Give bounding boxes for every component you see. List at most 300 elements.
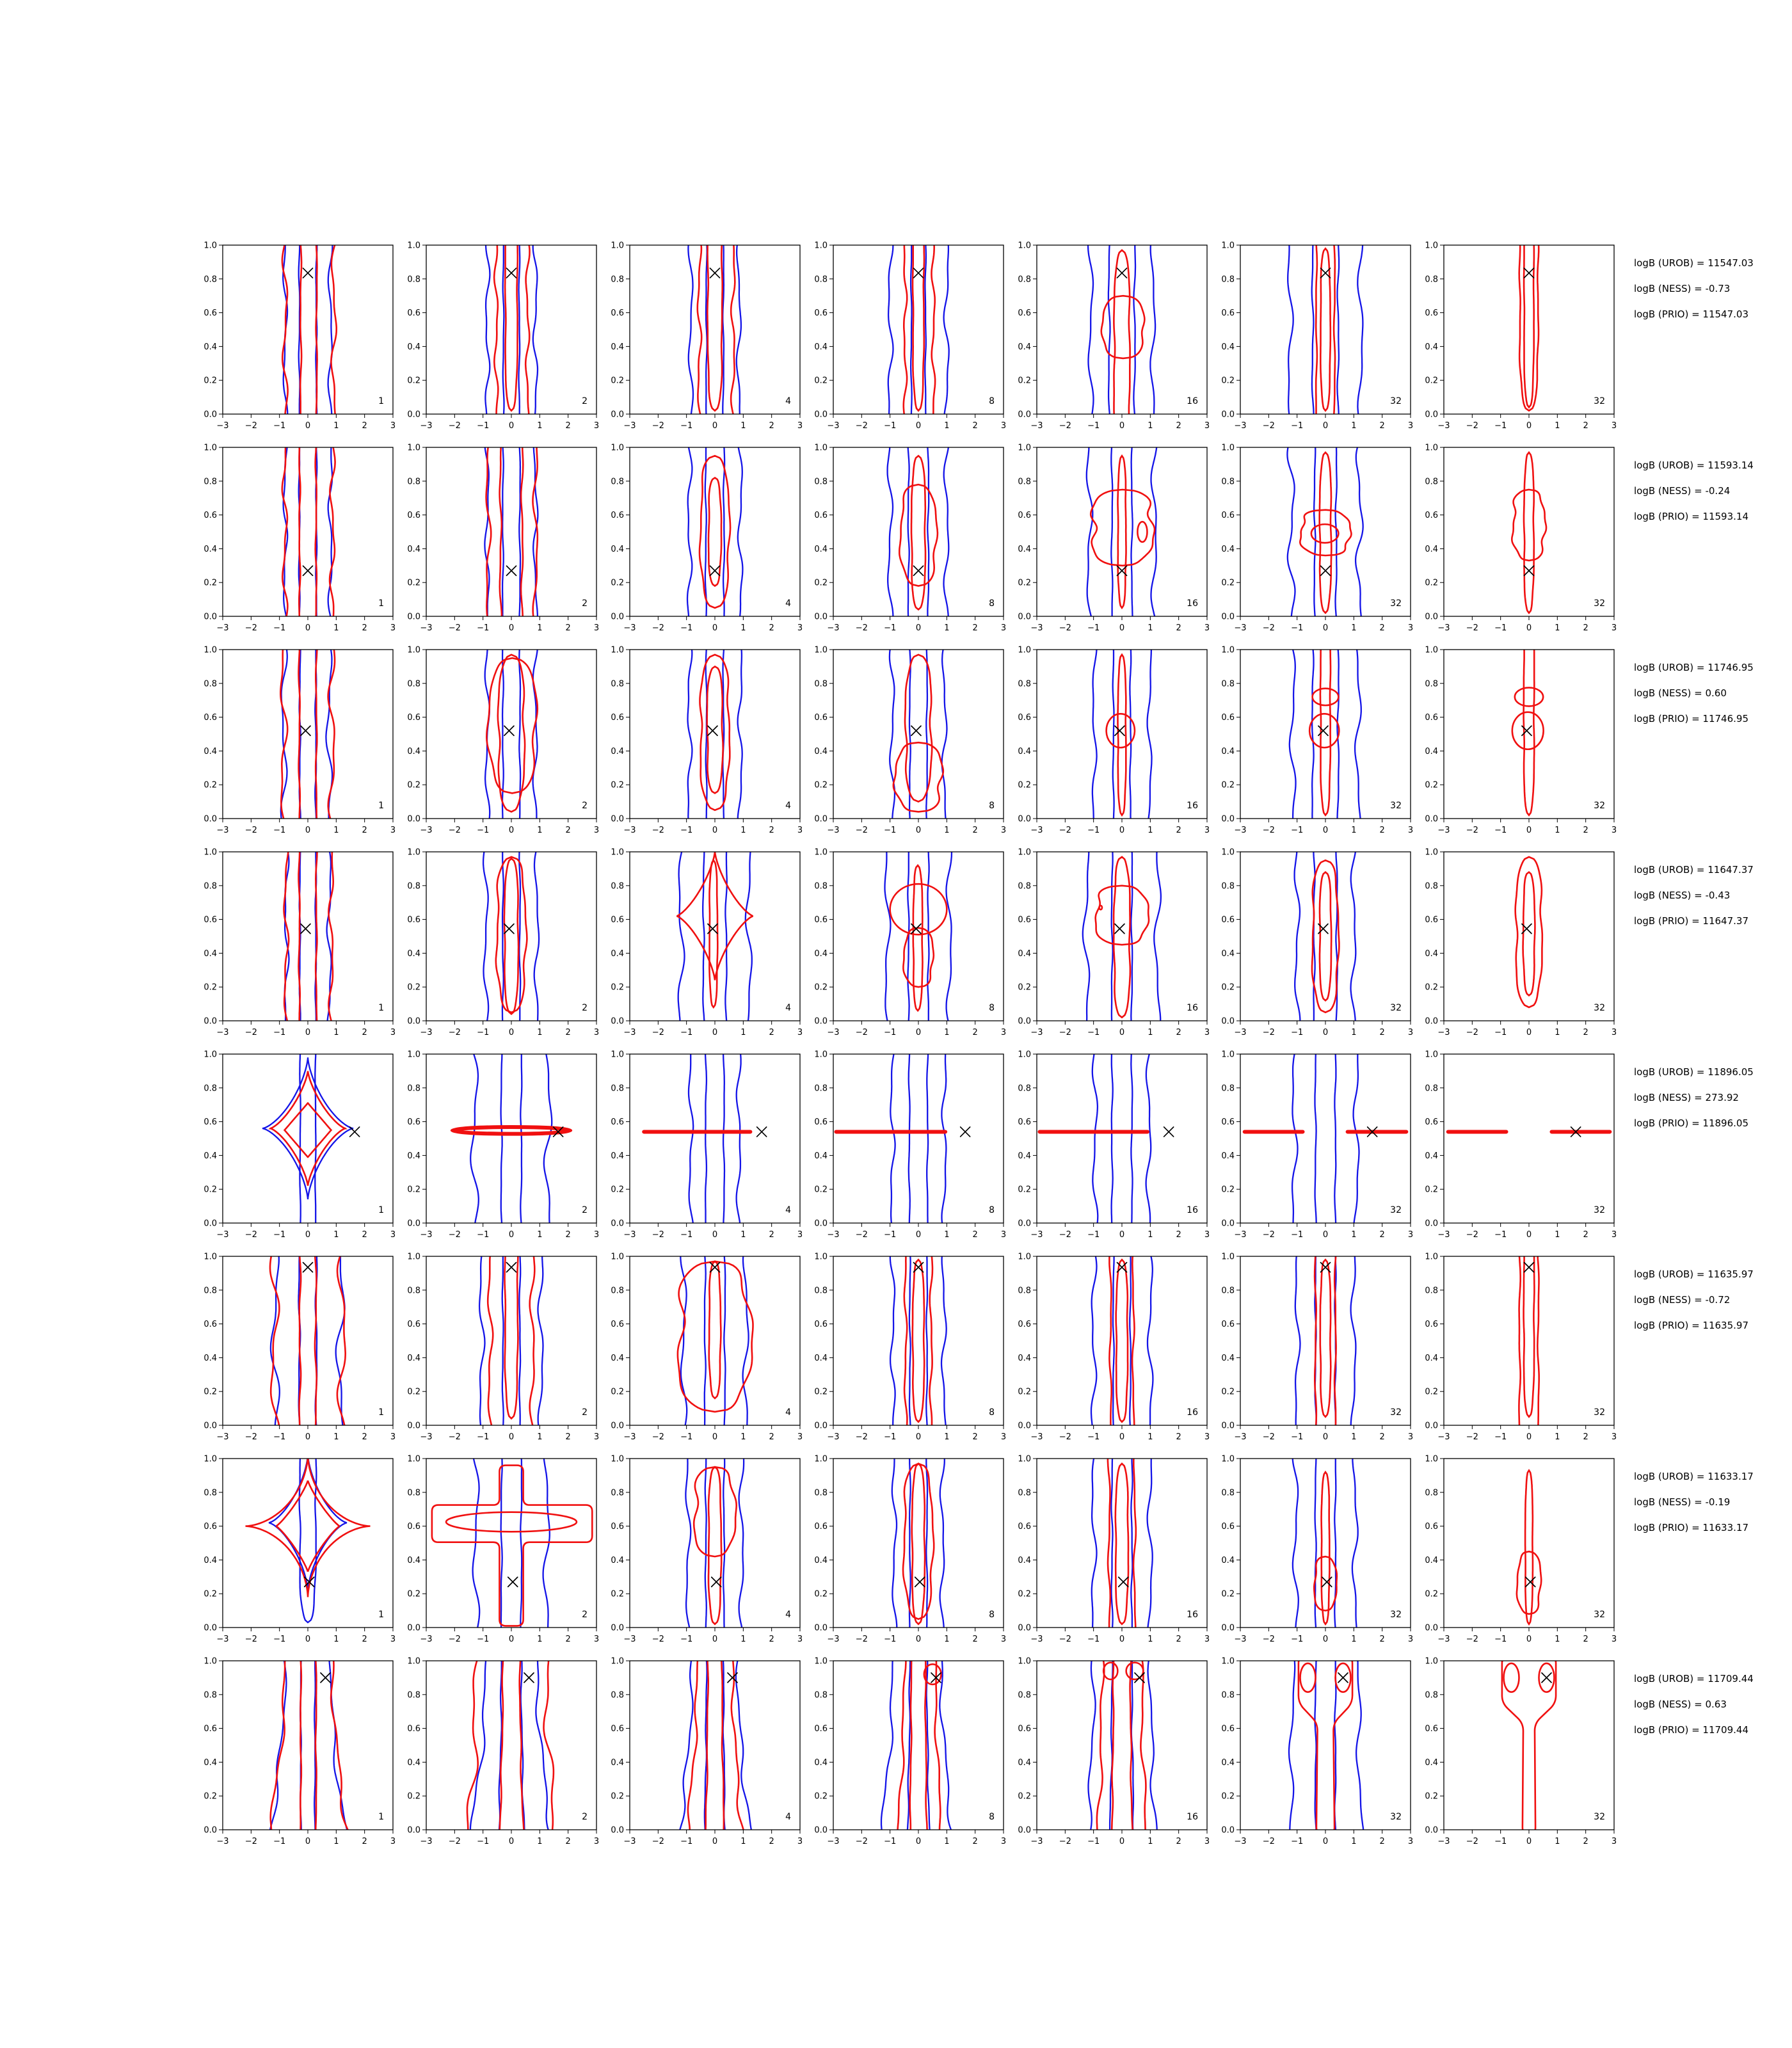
contour-red-path [676, 852, 753, 980]
y-tick-label: 1.0 [611, 645, 624, 655]
contour-red-path [1114, 857, 1130, 1018]
x-tick-label: 3 [390, 1230, 396, 1240]
y-tick-label: 0.6 [1018, 1522, 1031, 1532]
x-tick-label: 3 [1407, 623, 1414, 633]
y-tick-label: 0.2 [204, 1589, 217, 1599]
x-tick-label: 0 [508, 826, 515, 835]
y-tick-label: 0.8 [611, 477, 624, 487]
x-tick-label: −2 [1059, 1837, 1071, 1846]
y-tick-label: 1.0 [407, 1656, 420, 1667]
y-tick-label: 0.4 [1221, 746, 1235, 756]
y-tick-label: 0.4 [814, 342, 828, 352]
contour-red-path [913, 240, 924, 411]
y-tick-label: 0.2 [611, 376, 624, 386]
y-tick-label: 1.0 [407, 847, 420, 858]
y-tick-label: 0.8 [1221, 1084, 1235, 1094]
x-tick-label: 2 [565, 1635, 571, 1644]
x-tick-label: −3 [1030, 1432, 1043, 1442]
y-tick-label: 0.4 [814, 1757, 828, 1768]
x-tick-label: 1 [537, 1837, 543, 1846]
y-tick-label: 0.6 [611, 713, 624, 723]
x-tick-label: −3 [216, 1432, 229, 1442]
logb-ness-label: logB (NESS) = -0.24 [1634, 485, 1731, 497]
y-tick-label: 0.2 [407, 1387, 420, 1397]
y-tick-label: 0.0 [204, 814, 217, 824]
x-tick-label: 3 [1407, 826, 1414, 835]
x-tick-label: 1 [1555, 421, 1560, 431]
x-tick-label: 3 [593, 1432, 600, 1442]
subplot-r2c3 [611, 442, 803, 633]
y-tick-label: 0.8 [1425, 1084, 1438, 1094]
x-tick-label: −1 [884, 623, 897, 633]
x-tick-label: 0 [508, 1837, 515, 1846]
contour-blue-path [1092, 1453, 1153, 1633]
x-tick-label: −3 [623, 1837, 636, 1846]
logb-prio-label: logB (PRIO) = 11647.37 [1634, 915, 1749, 927]
y-tick-label: 0.8 [1425, 881, 1438, 892]
x-tick-label: −2 [244, 1432, 257, 1442]
x-tick-label: −1 [477, 1432, 490, 1442]
y-tick-label: 0.0 [611, 1219, 624, 1229]
x-tick-label: 2 [972, 1432, 978, 1442]
x-tick-label: 1 [333, 421, 339, 431]
y-tick-label: 0.8 [814, 1690, 828, 1700]
contour-red-path [705, 1656, 724, 1835]
contour-red-path [494, 240, 529, 419]
contour-red-path [1524, 240, 1534, 407]
y-tick-label: 0.4 [611, 1151, 624, 1161]
x-tick-label: −2 [244, 623, 257, 633]
y-tick-label: 0.2 [407, 1589, 420, 1599]
y-tick-label: 0.4 [1221, 342, 1235, 352]
x-tick-label: −2 [1059, 1635, 1071, 1644]
logb-urob-label: logB (UROB) = 11896.05 [1634, 1066, 1754, 1078]
contour-blue-path [300, 847, 317, 1026]
subplot-r1c1 [204, 240, 396, 431]
contour-red-path [1524, 452, 1534, 613]
x-tick-label: −3 [623, 1635, 636, 1644]
x-tick-label: 0 [1526, 1432, 1532, 1442]
x-tick-label: 1 [740, 623, 746, 633]
x-tick-label: 0 [712, 623, 718, 633]
x-tick-label: 1 [333, 623, 339, 633]
y-tick-label: 0.2 [1221, 1589, 1235, 1599]
x-tick-label: 3 [593, 1635, 600, 1644]
logb-urob-label: logB (UROB) = 11547.03 [1634, 257, 1754, 269]
y-tick-label: 0.2 [611, 982, 624, 993]
x-tick-label: −3 [216, 1837, 229, 1846]
subplot-r6c3 [611, 1251, 803, 1442]
x-tick-label: −1 [1087, 1028, 1100, 1037]
x-tick-label: 3 [1407, 1837, 1414, 1846]
x-tick-label: 3 [390, 623, 396, 633]
x-tick-label: −3 [420, 1837, 433, 1846]
y-tick-label: 0.8 [1221, 477, 1235, 487]
x-tick-label: −2 [244, 1635, 257, 1644]
y-tick-label: 0.0 [204, 612, 217, 622]
x-tick-label: −3 [1437, 1432, 1450, 1442]
contour-blue-path [502, 442, 520, 621]
x-tick-label: 2 [565, 1230, 571, 1240]
subplot-r4c3 [611, 847, 803, 1037]
subplot-r5c5 [1018, 1049, 1210, 1240]
x-tick-label: −1 [1291, 623, 1304, 633]
x-tick-label: −2 [448, 1230, 461, 1240]
y-tick-label: 0.0 [814, 1825, 828, 1836]
logb-ness-label: logB (NESS) = -0.73 [1634, 283, 1731, 294]
contour-red-path [284, 847, 333, 1026]
axes-frame [223, 245, 393, 414]
y-tick-label: 0.2 [1221, 982, 1235, 993]
y-tick-label: 1.0 [1425, 645, 1438, 655]
truth-x-marker [1542, 1673, 1551, 1683]
x-tick-label: 3 [593, 421, 600, 431]
contour-red-path [488, 1251, 534, 1430]
x-tick-label: −2 [244, 1028, 257, 1037]
y-tick-label: 0.4 [1018, 544, 1031, 554]
contour-blue-path [888, 442, 949, 621]
x-tick-label: −2 [855, 1028, 868, 1037]
x-tick-label: −3 [1030, 623, 1043, 633]
y-tick-label: 0.8 [204, 477, 217, 487]
truth-x-marker [1164, 1127, 1174, 1137]
subplot-r1c5 [1018, 240, 1210, 431]
y-tick-label: 0.6 [407, 511, 420, 521]
x-tick-label: 1 [333, 1230, 339, 1240]
contour-blue-path [881, 1656, 953, 1835]
contour-blue-path [703, 847, 727, 1026]
x-tick-label: 3 [593, 1837, 600, 1846]
x-tick-label: 1 [333, 1028, 339, 1037]
y-tick-label: 0.6 [1425, 1724, 1438, 1734]
x-tick-label: 0 [1526, 1837, 1532, 1846]
contour-blue-path [1312, 644, 1339, 824]
contour-blue-path [470, 1049, 552, 1228]
x-tick-label: 1 [537, 1635, 543, 1644]
x-tick-label: 0 [915, 1635, 922, 1644]
x-tick-label: 1 [740, 1635, 746, 1644]
x-tick-label: 2 [1583, 1432, 1588, 1442]
y-tick-label: 0.4 [407, 1555, 420, 1565]
y-tick-label: 0.4 [407, 1151, 420, 1161]
x-tick-label: −3 [216, 826, 229, 835]
x-tick-label: 1 [537, 826, 543, 835]
contour-blue-path [501, 1049, 522, 1228]
contour-blue-path [300, 1656, 316, 1835]
y-tick-label: 0.8 [611, 1690, 624, 1700]
x-tick-label: 2 [1379, 421, 1385, 431]
x-tick-label: 2 [362, 421, 367, 431]
x-tick-label: 3 [1611, 1230, 1617, 1240]
cell-count-label: 32 [1594, 1003, 1605, 1013]
y-tick-label: 0.8 [407, 679, 420, 689]
y-tick-label: 1.0 [407, 1454, 420, 1464]
x-tick-label: 3 [593, 1230, 600, 1240]
subplot-r6c4 [814, 1251, 1006, 1442]
logb-prio-label: logB (PRIO) = 11746.95 [1634, 713, 1749, 724]
x-tick-label: 0 [508, 1028, 515, 1037]
x-tick-label: 2 [1583, 623, 1588, 633]
y-tick-label: 0.6 [814, 1117, 828, 1128]
x-tick-label: 0 [305, 1635, 311, 1644]
y-tick-label: 0.6 [204, 1320, 217, 1330]
y-tick-label: 0.4 [204, 1555, 217, 1565]
y-tick-label: 0.6 [611, 511, 624, 521]
contour-red-path [903, 1464, 934, 1619]
contour-red-path [897, 1656, 940, 1835]
y-tick-label: 0.6 [1018, 1724, 1031, 1734]
subplot-r6c7 [1425, 1251, 1617, 1442]
y-tick-label: 0.6 [814, 511, 828, 521]
x-tick-label: 2 [1176, 826, 1181, 835]
x-tick-label: 0 [305, 421, 311, 431]
y-tick-label: 0.4 [611, 1353, 624, 1363]
x-tick-label: 0 [305, 1432, 311, 1442]
y-tick-label: 1.0 [1018, 443, 1031, 453]
y-tick-label: 0.4 [407, 342, 420, 352]
y-tick-label: 0.0 [611, 1016, 624, 1027]
x-tick-label: 0 [305, 826, 311, 835]
x-tick-label: −3 [216, 1635, 229, 1644]
y-tick-label: 1.0 [407, 443, 420, 453]
axes-frame [833, 1459, 1004, 1628]
y-tick-label: 1.0 [1221, 443, 1235, 453]
y-tick-label: 0.6 [1221, 1724, 1235, 1734]
axes-frame [833, 650, 1004, 819]
x-tick-label: 1 [740, 1432, 746, 1442]
y-tick-label: 0.0 [1221, 1825, 1235, 1836]
contour-blue-path [1293, 1453, 1358, 1633]
contour-red-path [246, 1455, 371, 1597]
contour-red-path [1100, 906, 1102, 909]
y-tick-label: 0.8 [204, 1690, 217, 1700]
contour-blue-path [1292, 1049, 1359, 1228]
x-tick-label: 2 [565, 421, 571, 431]
y-tick-label: 0.2 [611, 780, 624, 790]
x-tick-label: 0 [1119, 421, 1125, 431]
y-tick-label: 0.8 [407, 1286, 420, 1296]
axes-frame [426, 1256, 596, 1425]
y-tick-label: 1.0 [611, 1656, 624, 1667]
x-tick-label: −1 [884, 826, 897, 835]
x-tick-label: 2 [972, 1230, 978, 1240]
y-tick-label: 0.0 [204, 1016, 217, 1027]
contour-blue-path [678, 1656, 753, 1835]
x-tick-label: −1 [1291, 826, 1304, 835]
contour-red-path [1320, 452, 1332, 613]
y-tick-label: 0.4 [204, 1151, 217, 1161]
x-tick-label: 0 [1119, 1028, 1125, 1037]
y-tick-label: 0.0 [1425, 1016, 1438, 1027]
contour-red-path [1502, 1656, 1556, 1835]
truth-x-marker [708, 726, 717, 735]
y-tick-label: 0.2 [814, 1185, 828, 1195]
x-tick-label: −1 [1494, 1635, 1507, 1644]
subplot-r2c2 [407, 442, 599, 633]
x-tick-label: −2 [1466, 623, 1478, 633]
x-tick-label: 1 [1555, 1028, 1560, 1037]
x-tick-label: 1 [537, 1028, 543, 1037]
y-tick-label: 1.0 [1425, 1454, 1438, 1464]
x-tick-label: 1 [1351, 1635, 1357, 1644]
x-tick-label: −1 [1087, 623, 1100, 633]
x-tick-label: −2 [1466, 421, 1478, 431]
truth-x-marker [524, 1673, 534, 1683]
x-tick-label: −2 [1059, 421, 1071, 431]
truth-x-marker [303, 268, 313, 278]
x-tick-label: −1 [680, 1837, 693, 1846]
x-tick-label: −1 [884, 1837, 897, 1846]
x-tick-label: 3 [797, 1028, 803, 1037]
logb-ness-label: logB (NESS) = 0.60 [1634, 687, 1727, 699]
x-tick-label: 3 [390, 1028, 396, 1037]
y-tick-label: 0.0 [1018, 1825, 1031, 1836]
x-tick-label: −2 [1262, 1432, 1275, 1442]
y-tick-label: 1.0 [1425, 1252, 1438, 1262]
y-tick-label: 0.0 [1425, 1825, 1438, 1836]
x-tick-label: 1 [1351, 1028, 1357, 1037]
y-tick-label: 1.0 [204, 1454, 217, 1464]
x-tick-label: 3 [1204, 1230, 1210, 1240]
x-tick-label: 0 [1322, 421, 1329, 431]
axes-frame [223, 852, 393, 1021]
subplot-r8c2 [407, 1656, 599, 1846]
cell-count-label: 1 [378, 598, 384, 609]
x-tick-label: 0 [1526, 1635, 1532, 1644]
y-tick-label: 0.2 [204, 780, 217, 790]
y-tick-label: 0.4 [1221, 1555, 1235, 1565]
x-tick-label: −3 [827, 1635, 840, 1644]
x-tick-label: −2 [1262, 623, 1275, 633]
x-tick-label: −2 [652, 421, 664, 431]
x-tick-label: 3 [1407, 1230, 1414, 1240]
x-tick-label: 3 [1204, 1635, 1210, 1644]
y-tick-label: 0.6 [611, 1117, 624, 1128]
x-tick-label: −3 [623, 1230, 636, 1240]
x-tick-label: −1 [1494, 1432, 1507, 1442]
x-tick-label: 0 [915, 1230, 922, 1240]
subplot-r3c3 [611, 644, 803, 835]
contour-red-path [694, 1467, 737, 1556]
x-tick-label: −3 [420, 826, 433, 835]
x-tick-label: 1 [1148, 1230, 1153, 1240]
y-tick-label: 0.2 [407, 1185, 420, 1195]
axes-frame [426, 447, 596, 616]
contour-red-path [1118, 456, 1126, 608]
x-tick-label: 3 [1611, 1028, 1617, 1037]
x-tick-label: 2 [1583, 826, 1588, 835]
y-tick-label: 0.2 [1425, 780, 1438, 790]
y-tick-label: 0.2 [1018, 982, 1031, 993]
y-tick-label: 0.4 [407, 1757, 420, 1768]
cell-count-label: 4 [785, 396, 791, 406]
x-tick-label: 0 [1322, 1028, 1329, 1037]
x-tick-label: 0 [305, 1230, 311, 1240]
cell-count-label: 2 [582, 598, 588, 609]
cell-count-label: 8 [989, 598, 995, 609]
contour-red-path [299, 442, 317, 621]
y-tick-label: 0.0 [1221, 410, 1235, 420]
y-tick-label: 0.4 [1221, 1353, 1235, 1363]
y-tick-label: 0.6 [1221, 915, 1235, 925]
y-tick-label: 0.8 [1018, 1488, 1031, 1498]
axes-frame [1240, 1661, 1411, 1830]
logb-urob-label: logB (UROB) = 11647.37 [1634, 864, 1754, 876]
x-tick-label: 3 [1407, 1028, 1414, 1037]
y-tick-label: 1.0 [204, 1252, 217, 1262]
truth-x-marker [961, 1127, 970, 1137]
x-tick-label: 1 [1351, 623, 1357, 633]
x-tick-label: −1 [1494, 826, 1507, 835]
y-tick-label: 0.0 [407, 1421, 420, 1431]
subplot-r1c7 [1425, 240, 1617, 431]
y-tick-label: 0.2 [1018, 1589, 1031, 1599]
x-tick-label: −3 [1437, 1028, 1450, 1037]
logb-urob-label: logB (UROB) = 11746.95 [1634, 662, 1754, 673]
y-tick-label: 0.8 [814, 1286, 828, 1296]
cell-count-label: 16 [1187, 1205, 1198, 1215]
y-tick-label: 1.0 [814, 241, 828, 251]
contour-blue-path [484, 442, 538, 621]
x-tick-label: −3 [1437, 1837, 1450, 1846]
cell-count-label: 1 [378, 396, 384, 406]
subplot-r7c1 [204, 1453, 396, 1644]
x-tick-label: 2 [1583, 1837, 1588, 1846]
truth-x-marker [504, 924, 514, 934]
y-tick-label: 0.4 [407, 746, 420, 756]
contour-blue-path [300, 1049, 316, 1228]
y-tick-label: 0.8 [814, 275, 828, 285]
x-tick-label: 0 [712, 1028, 718, 1037]
y-tick-label: 0.6 [814, 308, 828, 319]
x-tick-label: 0 [305, 1837, 311, 1846]
x-tick-label: 3 [1611, 1635, 1617, 1644]
y-tick-label: 0.6 [1425, 1522, 1438, 1532]
x-tick-label: −2 [855, 1432, 868, 1442]
axes-frame [630, 1054, 800, 1223]
x-tick-label: −2 [244, 421, 257, 431]
axes-frame [223, 1256, 393, 1425]
x-tick-label: 1 [1555, 1432, 1560, 1442]
y-tick-label: 0.4 [1018, 1757, 1031, 1768]
x-tick-label: −3 [1437, 826, 1450, 835]
y-tick-label: 1.0 [1221, 1050, 1235, 1060]
x-tick-label: 1 [1148, 623, 1153, 633]
x-tick-label: 2 [972, 1837, 978, 1846]
x-tick-label: 0 [1322, 1837, 1329, 1846]
x-tick-label: 2 [769, 1837, 774, 1846]
cell-count-label: 16 [1187, 1610, 1198, 1620]
x-tick-label: −2 [1059, 1028, 1071, 1037]
contour-red-path [1112, 1656, 1133, 1835]
contour-red-path [432, 1466, 592, 1626]
y-tick-label: 0.8 [1425, 679, 1438, 689]
x-tick-label: 3 [1611, 1837, 1617, 1846]
cell-count-label: 16 [1187, 1003, 1198, 1013]
x-tick-label: 2 [769, 421, 774, 431]
axes-frame [833, 1661, 1004, 1830]
y-tick-label: 0.0 [1018, 1016, 1031, 1027]
x-tick-label: 2 [362, 1432, 367, 1442]
y-tick-label: 1.0 [204, 1050, 217, 1060]
contour-red-path [1116, 1260, 1128, 1421]
contour-red-path [913, 1260, 924, 1421]
subplot-r1c6 [1221, 240, 1413, 431]
x-tick-label: 2 [1583, 421, 1588, 431]
y-tick-label: 0.8 [204, 1488, 217, 1498]
truth-x-marker [350, 1127, 360, 1137]
contour-blue-path [1092, 1049, 1151, 1228]
